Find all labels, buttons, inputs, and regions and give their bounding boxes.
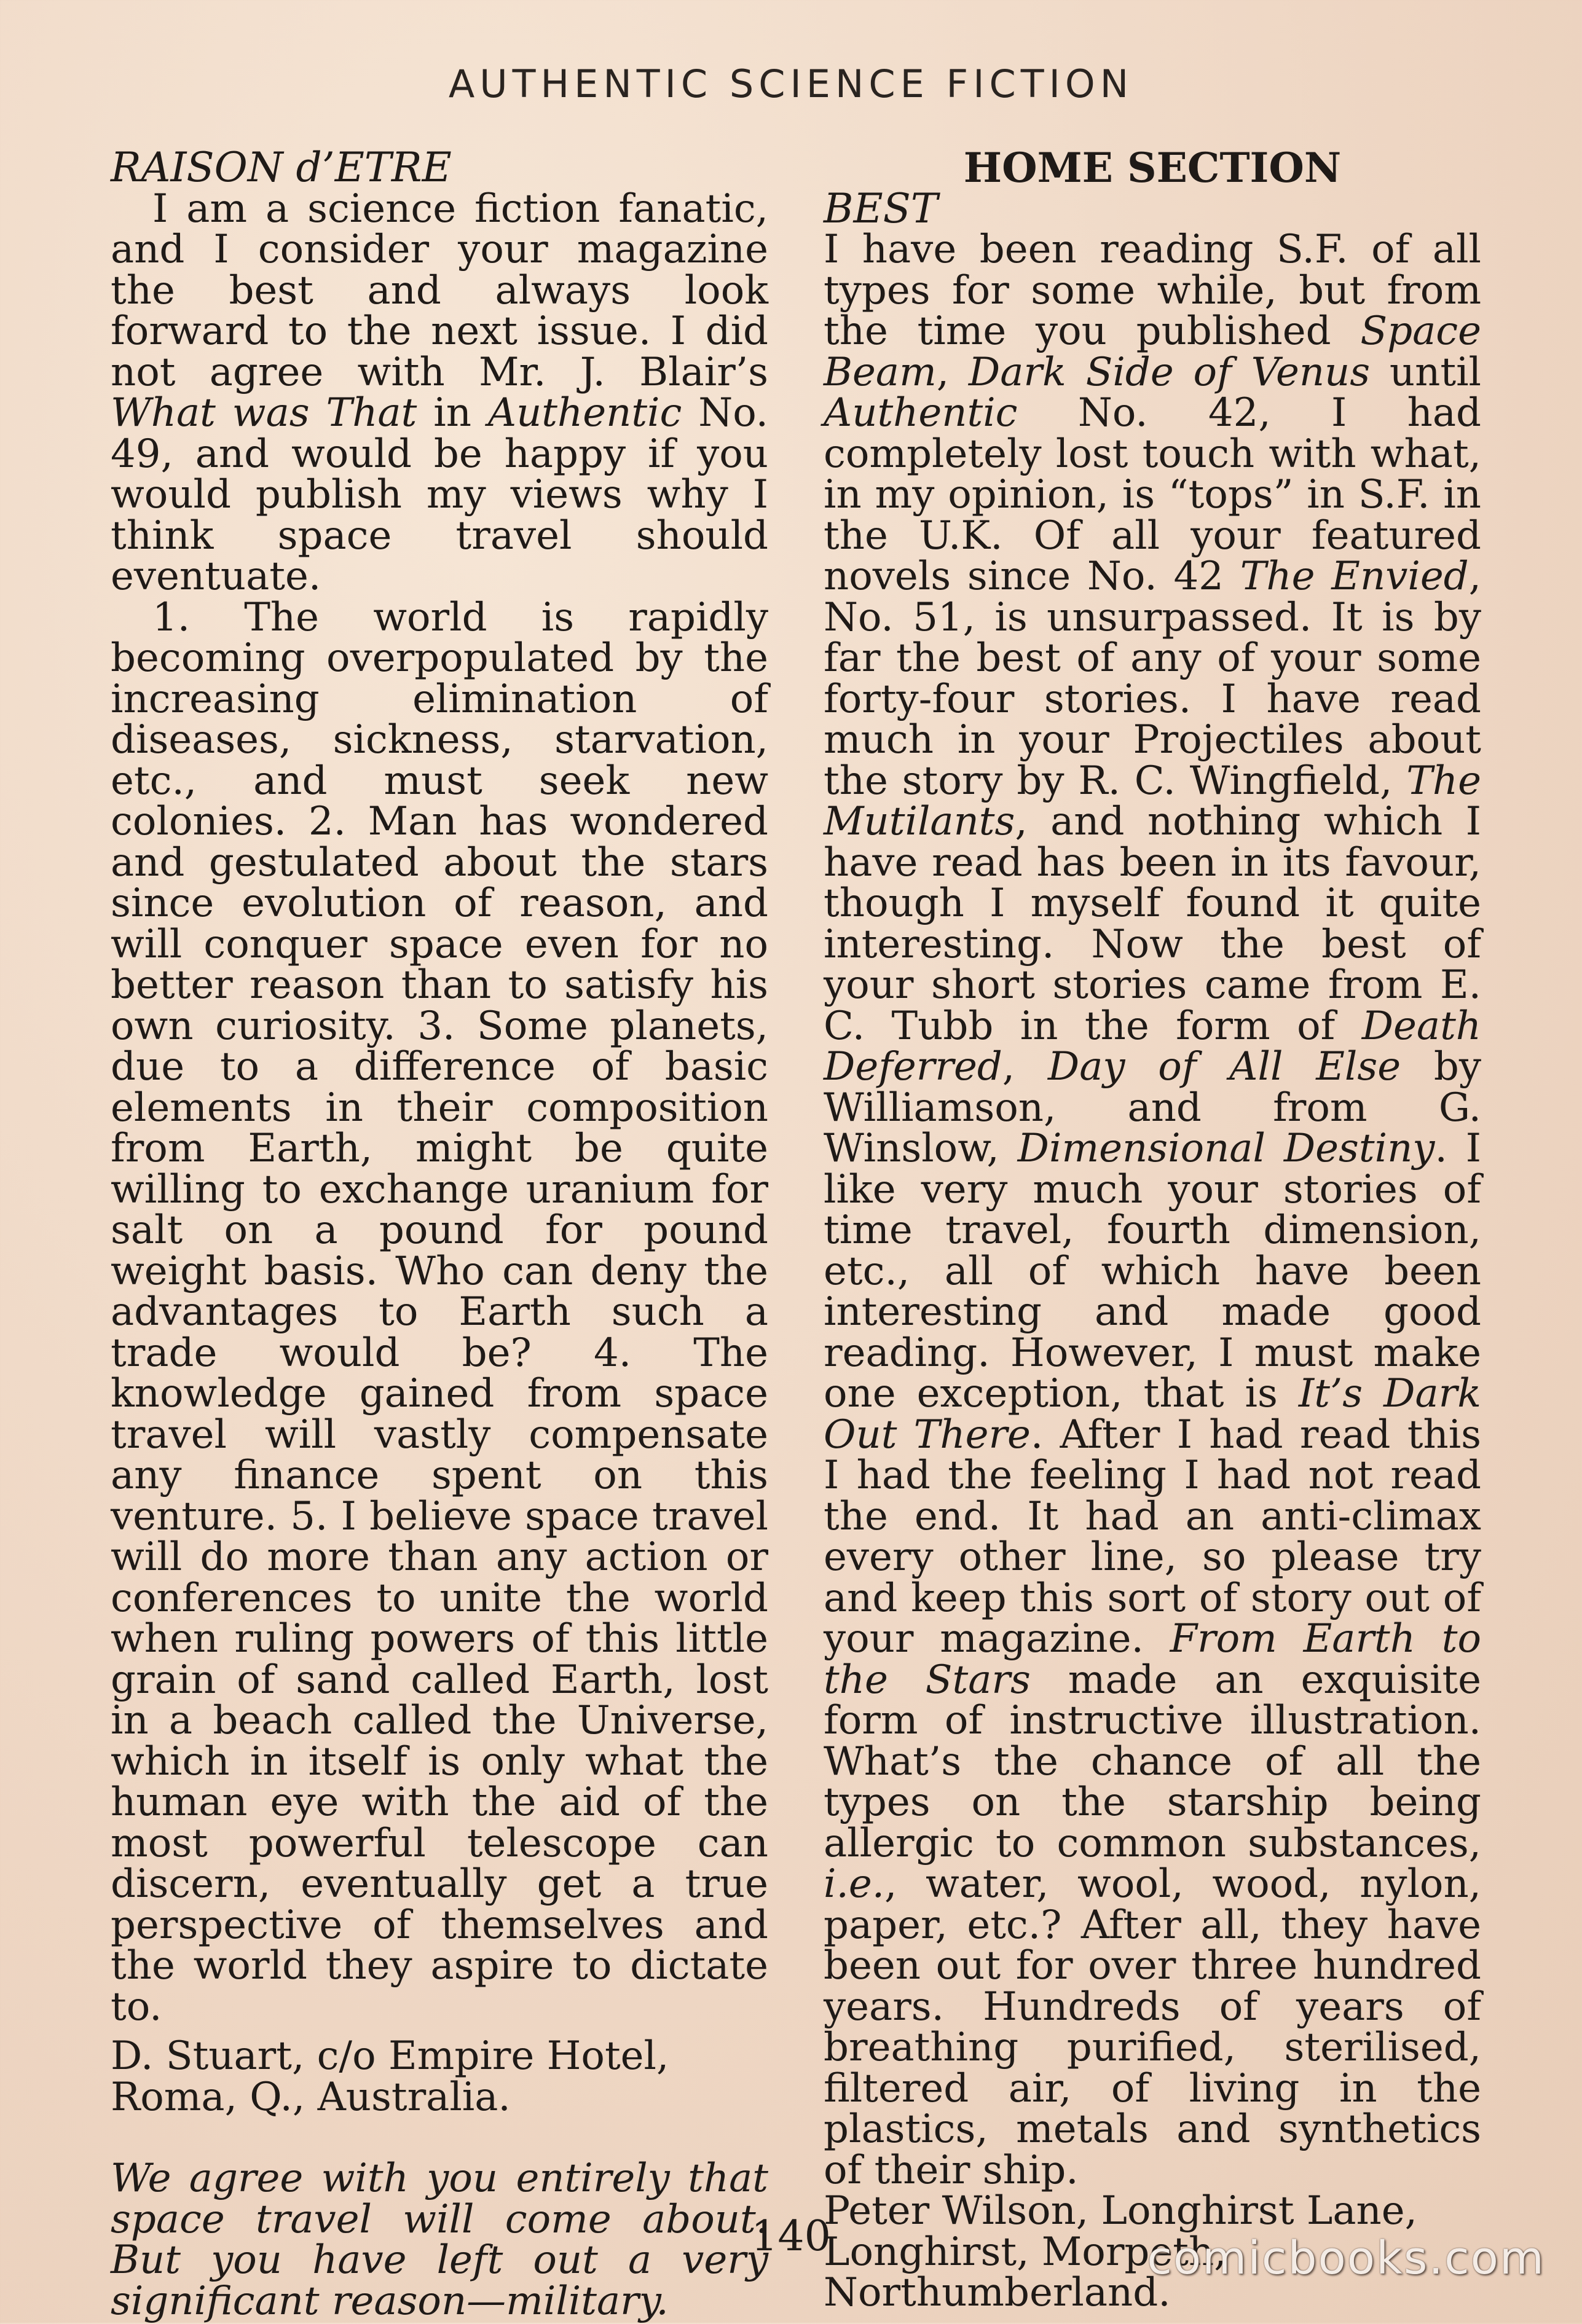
- letter-heading-raison: RAISON d’ETRE: [111, 144, 452, 191]
- left-column: [111, 144, 769, 2324]
- letter-paragraph: I am a science fiction fanatic, and I consider your magazine the best and always look forward to the next issue. I did not agree with Mr. J. Blair’s What was That in Authentic No. 49, and would be happy if you would publish my views why I think space travel should eventuate.: [111, 186, 769, 599]
- section-heading-home: HOME SECTION: [963, 144, 1342, 192]
- letter-heading-best: BEST: [824, 184, 938, 232]
- running-head: AUTHENTIC SCIENCE FICTION: [448, 61, 1134, 106]
- letter-paragraph: I have been reading S.F. of all types for some while, but from the time you published Space Beam, Dark Side of Venus until Authentic No. 42, I had completely lost touch with what, in my opinion, is “tops” in S.F. in the U.K. Of all your featured novels since No. 42 The Envied, No. 51, is unsurpassed. It is by far the best of any of your some forty-four stories. I have read much in your Projectiles about the story by R. C. Wingfield, The Mutilants, and nothing which I have read has been in its favour, though I myself found it quite interesting. Now the best of your short stories came from E. C. Tubb in the form of Death Deferred, Day of All Else by Williamson, and from G. Winslow, Dimensional Destiny. I like very much your stories of time travel, fourth dimension, etc., all of which have been interesting and made good reading. However, I must make one exception, that is It’s Dark Out There. After I had read this I had the feeling I had not read the end. It had an anti-climax every other line, so please try and keep this sort of story out of your magazine. From Earth to the Stars made an exquisite form of instructive illustration. What’s the chance of all the types on the starship being allergic to common substances, i.e., water, wool, wood, nylon, paper, etc.? After all, they have been out for over three hundred years. Hundreds of years of breathing purified, sterilised, filtered air, of living in the plastics, metals and synthetics of their ship.: [824, 227, 1482, 2193]
- letter-signature: Peter Wilson, Longhirst Lane, Longhirst, Morpeth, Northumberland.: [824, 2188, 1417, 2315]
- letter-signature: D. Stuart, c/o Empire Hotel, Roma, Q., Australia.: [111, 2033, 669, 2120]
- right-column: [824, 144, 1482, 2315]
- watermark-logo: comicbooks.com: [1147, 2232, 1545, 2285]
- editor-reply: We agree with you entirely that space travel will come about. But you have left out a very significant reason—military.: [111, 2156, 768, 2324]
- letter-paragraph: 1. The world is rapidly becoming overpopulated by the increasing elimination of diseases, sickness, starvation, etc., and must seek new colonies. 2. Man has wondered and gestulated about the stars since evolution of reason, and will conquer space even for no better reason than to satisfy his own curiosity. 3. Some planets, due to a difference of basic elements in their composition from Earth, might be quite willing to exchange uranium for salt on a pound for pound weight basis. Who can deny the advantages to Earth such a trade would be? 4. The knowledge gained from space travel will vastly compensate any finance spent on this venture. 5. I believe space travel will do more than any action or conferences to unite the world when ruling powers of this little grain of sand called Earth, lost in a beach called the Universe, which in itself is only what the human eye with the aid of the most powerful telescope can discern, eventually get a true perspective of themselves and the world they aspire to dictate to.: [111, 594, 768, 2030]
- page-number: 140: [751, 2212, 831, 2261]
